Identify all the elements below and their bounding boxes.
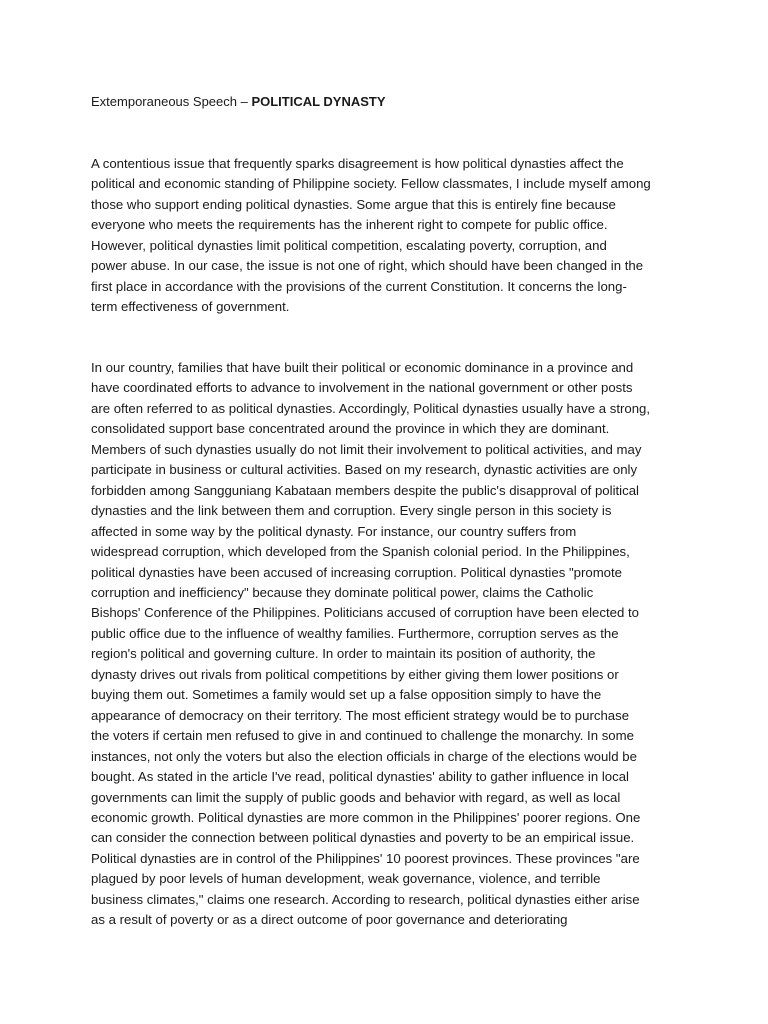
document-title bbox=[91, 94, 386, 110]
text-line: affected in some way by the political dynasty. For instance, our country suffers from bbox=[91, 523, 577, 539]
text-line: corruption and inefficiency" because they dominate political power, claims the Catholic bbox=[91, 584, 594, 600]
text-line: the voters if certain men refused to give in and continued to challenge the monarchy. In some bbox=[91, 728, 634, 744]
text-line: widespread corruption, which developed from the Spanish colonial period. In the Philippines, bbox=[91, 544, 630, 560]
text-line: those who support ending political dynasties. Some argue that this is entirely fine because bbox=[91, 196, 616, 212]
text-line: participate in business or cultural activities. Based on my research, dynastic activities are only bbox=[91, 462, 638, 478]
text-line: instances, not only the voters but also the election officials in charge of the elections would be bbox=[91, 748, 637, 764]
text-line: public office due to the influence of wealthy families. Furthermore, corruption serves as the bbox=[91, 625, 619, 641]
title-topic: POLITICAL DYNASTY bbox=[251, 94, 386, 109]
text-line: political and economic standing of Philippine society. Fellow classmates, I include myself among bbox=[91, 176, 651, 192]
text-line: A contentious issue that frequently sparks disagreement is how political dynasties affect the bbox=[91, 156, 624, 171]
title-prefix: Extemporaneous Speech – bbox=[91, 94, 252, 109]
text-line: are often referred to as political dynasties. Accordingly, Political dynasties usually have a strong, bbox=[91, 400, 651, 416]
text-line: power abuse. In our case, the issue is not one of right, which should have been changed in the bbox=[91, 258, 644, 274]
text-line: In our country, families that have built their political or economic dominance in a province and bbox=[91, 360, 634, 375]
text-line: Bishops' Conference of the Philippines. Politicians accused of corruption have been elected to bbox=[91, 605, 639, 621]
text-line: Members of such dynasties usually do not limit their involvement to political activities, and may bbox=[91, 441, 642, 457]
text-line: business climates," claims one research. According to research, political dynasties either arise bbox=[91, 891, 640, 907]
paragraph-body bbox=[91, 358, 681, 931]
text-line: forbidden among Sangguniang Kabataan members despite the public's disapproval of political bbox=[91, 482, 639, 498]
text-line: governments can limit the supply of public goods and behavior with regard, as well as local bbox=[91, 789, 621, 805]
text-line: buying them out. Sometimes a family would set up a false opposition simply to have the bbox=[91, 687, 602, 703]
text-line: economic growth. Political dynasties are more common in the Philippines' poorer regions. One bbox=[91, 809, 641, 825]
text-line: as a result of poverty or as a direct outcome of poor governance and deteriorating bbox=[91, 912, 568, 928]
paragraph-introduction bbox=[91, 154, 681, 318]
text-line: dynasties and the link between them and corruption. Every single person in this society is bbox=[91, 503, 612, 519]
text-line: consolidated support base concentrated around the province in which they are dominant. bbox=[91, 421, 610, 437]
text-line: dynasty drives out rivals from political competitions by either giving them lower positions or bbox=[91, 666, 619, 682]
text-line: bought. As stated in the article I've read, political dynasties' ability to gather influence in local bbox=[91, 769, 629, 785]
text-line: political dynasties have been accused of increasing corruption. Political dynasties "promote bbox=[91, 564, 623, 580]
text-line: appearance of democracy on their territory. The most efficient strategy would be to purchase bbox=[91, 707, 630, 723]
text-line: However, political dynasties limit political competition, escalating poverty, corruption, and bbox=[91, 237, 607, 253]
text-line: can consider the connection between political dynasties and poverty to be an empirical issue. bbox=[91, 830, 635, 846]
text-line: have coordinated efforts to advance to involvement in the national government or other posts bbox=[91, 380, 633, 396]
text-line: first place in accordance with the provisions of the current Constitution. It concerns the long- bbox=[91, 278, 627, 294]
text-line: Political dynasties are in control of the Philippines' 10 poorest provinces. These provinces "are bbox=[91, 850, 640, 866]
text-line: everyone who meets the requirements has the inherent right to compete for public office. bbox=[91, 217, 608, 233]
text-line: plagued by poor levels of human development, weak governance, violence, and terrible bbox=[91, 871, 601, 887]
text-line: region's political and governing culture. In order to maintain its position of authority, the bbox=[91, 646, 596, 662]
text-line: term effectiveness of government. bbox=[91, 299, 290, 315]
